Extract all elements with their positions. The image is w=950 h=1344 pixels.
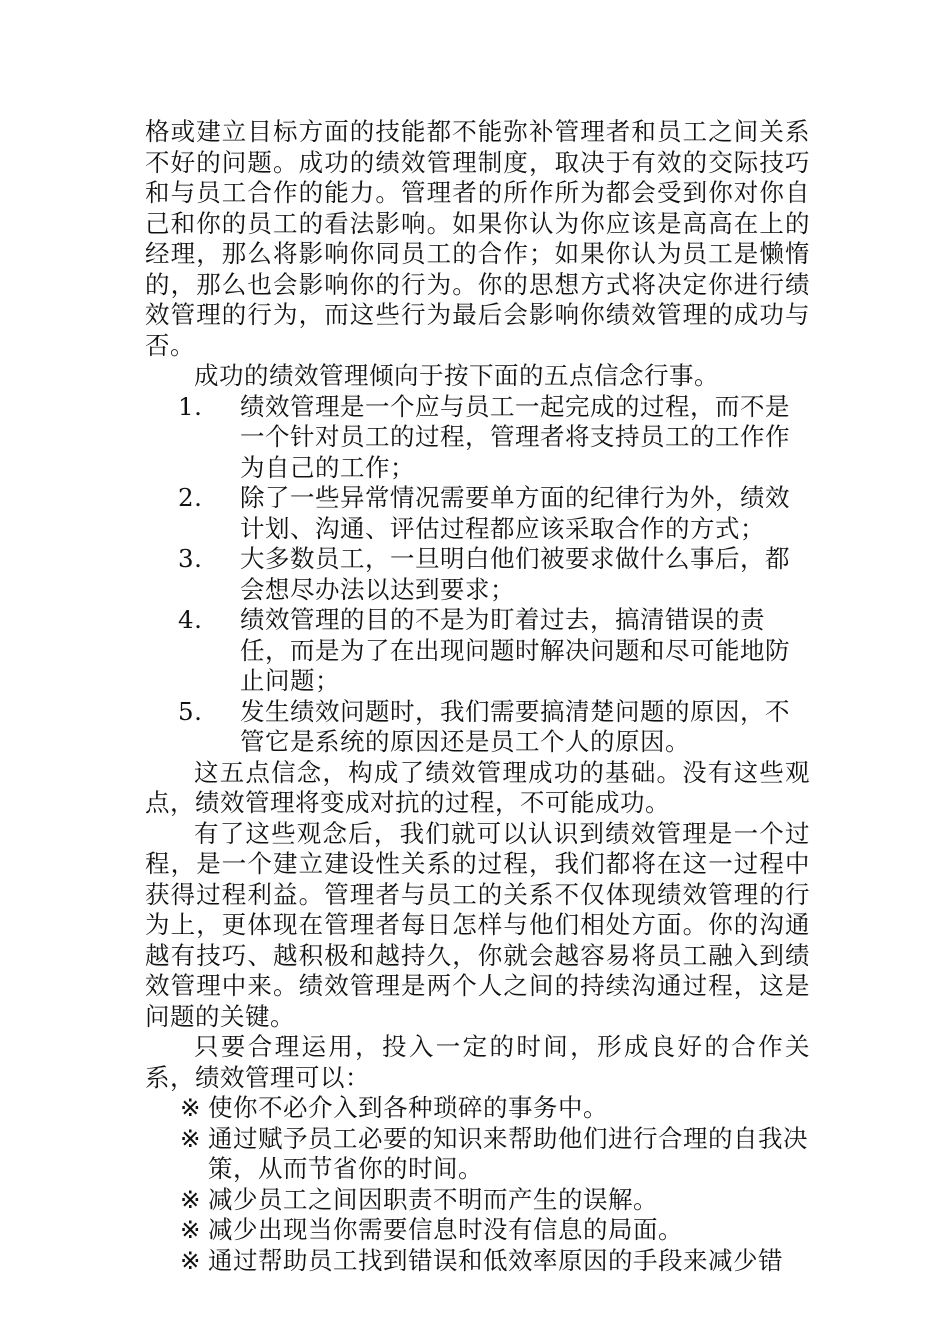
reference-mark: ※ — [180, 1184, 202, 1214]
belief-number: 3. — [178, 544, 203, 573]
paragraph-foundation: 这五点信念，构成了绩效管理成功的基础。没有这些观点，绩效管理将变成对抗的过程，不可能成功。 — [145, 757, 810, 817]
beliefs-list — [145, 392, 810, 758]
belief-number: 4. — [178, 605, 203, 634]
benefit-text: 使你不必介入到各种琐碎的事务中。 — [208, 1093, 608, 1122]
paragraph-process: 有了这些观念后，我们就可以认识到绩效管理是一个过程，是一个建立建设性关系的过程，我们都将在这一过程中获得过程利益。管理者与员工的关系不仅体现绩效管理的行为上，更体现在管理者每日怎样与他们相处方面。你的沟通越有技巧、越积极和越持久，你就会越容易将员工融入到绩效管理中来。绩效管理是两个人之间的持续沟通过程，这是问题的关键。 — [145, 818, 810, 1031]
reference-mark: ※ — [180, 1245, 202, 1275]
benefit-item-2 — [180, 1124, 810, 1185]
benefits-list — [145, 1093, 810, 1276]
benefit-text: 通过赋予员工必要的知识来帮助他们进行合理的自我决策，从而节省你的时间。 — [208, 1123, 808, 1183]
belief-text: 绩效管理的目的不是为盯着过去，搞清错误的责任，而是为了在出现问题时解决问题和尽可能地防止问题； — [240, 605, 790, 695]
belief-number: 1. — [178, 391, 203, 421]
belief-text: 除了一些异常情况需要单方面的纪律行为外，绩效计划、沟通、评估过程都应该采取合作的方式； — [240, 483, 790, 543]
paragraph-benefits-lead: 只要合理运用，投入一定的时间，形成良好的合作关系，绩效管理可以： — [145, 1032, 810, 1092]
document-body — [145, 117, 810, 1276]
belief-item-1 — [178, 392, 810, 484]
reference-mark: ※ — [180, 1123, 202, 1153]
belief-item-5 — [178, 697, 810, 758]
belief-number: 5. — [178, 696, 203, 726]
belief-text: 发生绩效问题时，我们需要搞清楚问题的原因，不管它是系统的原因还是员工个人的原因。 — [240, 696, 790, 756]
benefit-text: 通过帮助员工找到错误和低效率原因的手段来减少错 — [208, 1245, 783, 1275]
benefit-item-1 — [180, 1093, 810, 1124]
belief-item-4 — [178, 605, 810, 697]
paragraph-five-beliefs-lead: 成功的绩效管理倾向于按下面的五点信念行事。 — [194, 361, 719, 390]
belief-text: 大多数员工，一旦明白他们被要求做什么事后，都会想尽办法以达到要求； — [240, 544, 790, 604]
belief-item-2 — [178, 483, 810, 544]
benefit-text: 减少出现当你需要信息时没有信息的局面。 — [208, 1215, 683, 1244]
belief-item-3 — [178, 544, 810, 605]
benefit-item-4 — [180, 1215, 810, 1246]
benefit-item-5 — [180, 1246, 810, 1277]
belief-text: 绩效管理是一个应与员工一起完成的过程，而不是一个针对员工的过程，管理者将支持员工的工作作为自己的工作； — [240, 391, 790, 482]
reference-mark: ※ — [180, 1093, 202, 1122]
belief-number: 2. — [178, 483, 203, 512]
paragraph-intro: 格或建立目标方面的技能都不能弥补管理者和员工之间关系不好的问题。成功的绩效管理制度，取决于有效的交际技巧和与员工合作的能力。管理者的所作所为都会受到你对你自己和你的员工的看法影响。如果你认为你应该是高高在上的经理，那么将影响你同员工的合作；如果你认为员工是懒惰的，那么也会影响你的行为。你的思想方式将决定你进行绩效管理的行为，而这些行为最后会影响你绩效管理的成功与否。 — [145, 117, 810, 360]
benefit-text: 减少员工之间因职责不明而产生的误解。 — [208, 1184, 658, 1214]
benefit-item-3 — [180, 1185, 810, 1216]
reference-mark: ※ — [180, 1215, 202, 1244]
